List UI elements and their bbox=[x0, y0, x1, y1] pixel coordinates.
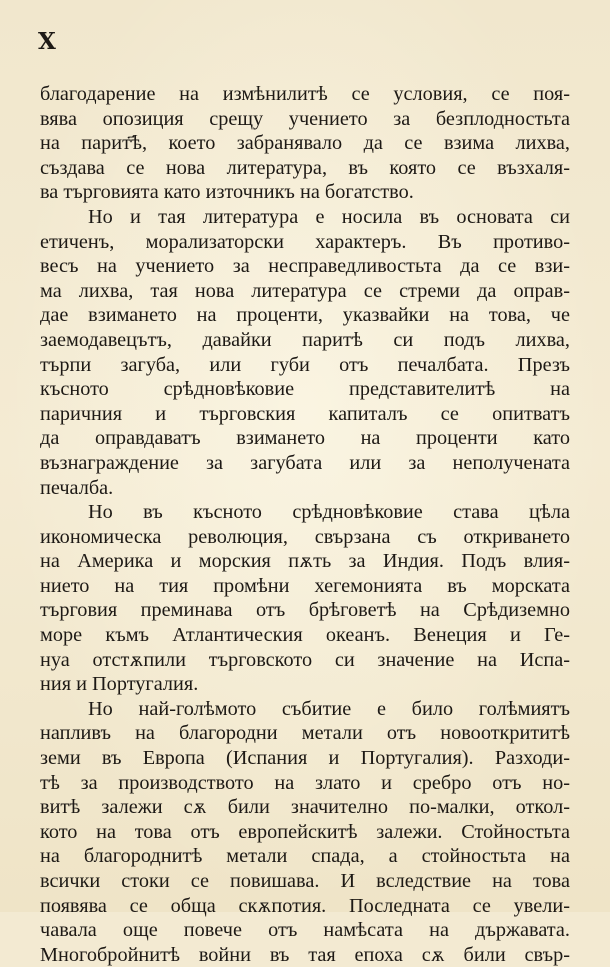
body-text bbox=[40, 82, 570, 967]
paragraph-1 bbox=[40, 82, 570, 205]
text-line: витѣ залежи сѫ били значително по-малки, откол- bbox=[40, 796, 570, 819]
text-line: на парит҃ѣ, което забранявало да се взима лихва, bbox=[40, 132, 570, 155]
text-line: ма лихва, тая нова литература се стреми да оправ- bbox=[40, 279, 570, 302]
text-line: весъ на учението за несправедливостьта да се взи- bbox=[40, 255, 570, 278]
text-line: Многобройнитѣ войни въ тая епоха сѫ били свър- bbox=[40, 943, 570, 966]
text-line: чавала още повече отъ намѣсата на държавата. bbox=[40, 919, 570, 942]
text-line: на Америка и морския пѫть за Индия. Подъ влия- bbox=[40, 550, 570, 573]
text-line: да оправдаватъ взимането на проценти като bbox=[40, 427, 570, 450]
paragraph-3 bbox=[40, 500, 570, 697]
text-line: възнаграждение за загубата или за неполучената bbox=[40, 451, 570, 474]
text-line: благодарение на измѣнилитѣ се условия, се поя- bbox=[40, 83, 570, 105]
text-line: икономическа революция, свързана съ откриването bbox=[40, 525, 570, 548]
page-number: X bbox=[38, 28, 57, 55]
paragraph-4 bbox=[40, 697, 570, 967]
text-line: нието на тия промѣни хегемонията въ морската bbox=[40, 574, 570, 597]
text-line: печалба. bbox=[40, 476, 114, 499]
text-line: дае взимането на проценти, указвайки на това, че bbox=[40, 304, 570, 327]
text-line: появява се обща скѫпотия. Последната се увели- bbox=[40, 894, 570, 917]
text-line: търпи загуба, или губи отъ печалбата. Презъ bbox=[40, 353, 570, 376]
text-line: кото на това отъ европейскитѣ залежи. Стойностьта bbox=[40, 820, 570, 843]
text-line: вява опозиция срещу учението за безплодностьта bbox=[40, 107, 570, 130]
text-line: ва търговията като източникъ на богатство. bbox=[40, 181, 414, 204]
text-line: земи въ Европа (Испания и Португалия). Разходи- bbox=[40, 747, 570, 770]
text-line: заемодавецътъ, давайки паритѣ си подъ лихва, bbox=[40, 328, 570, 351]
text-line: всички стоки се повишава. И вследствие на това bbox=[40, 870, 570, 892]
text-line: етиченъ, морализаторски характеръ. Въ противо- bbox=[40, 230, 570, 253]
text-line: създава се нова литература, въ която се възхаля- bbox=[40, 156, 570, 179]
text-line: късното срѣдновѣковие представителитѣ на bbox=[40, 378, 570, 401]
text-line: Но въ късното срѣдновѣковие става цѣла bbox=[88, 501, 570, 524]
text-line: Но и тая литература е носила въ основата си bbox=[88, 205, 570, 228]
text-line: паричния и търговския капиталъ се опитватъ bbox=[40, 402, 570, 425]
paragraph-2 bbox=[40, 205, 570, 500]
text-line: море къмъ Атлантическия океанъ. Венеция и Ге- bbox=[40, 624, 570, 647]
text-line: търговия преминава отъ брѣговетѣ на Срѣдиземно bbox=[40, 599, 570, 622]
text-line: ния и Португалия. bbox=[40, 673, 199, 696]
text-line: тѣ за производството на злато и сребро отъ но- bbox=[40, 771, 570, 794]
text-line: на благороднитѣ метали спада, а стойностьта на bbox=[40, 845, 570, 868]
text-line: Но най-голѣмото събитие е било голѣмиятъ bbox=[88, 697, 570, 720]
text-line: нуа отстѫпили търговското си значение на Испа- bbox=[40, 648, 570, 671]
text-line: напливъ на благородни метали отъ новооткрититѣ bbox=[40, 722, 570, 745]
